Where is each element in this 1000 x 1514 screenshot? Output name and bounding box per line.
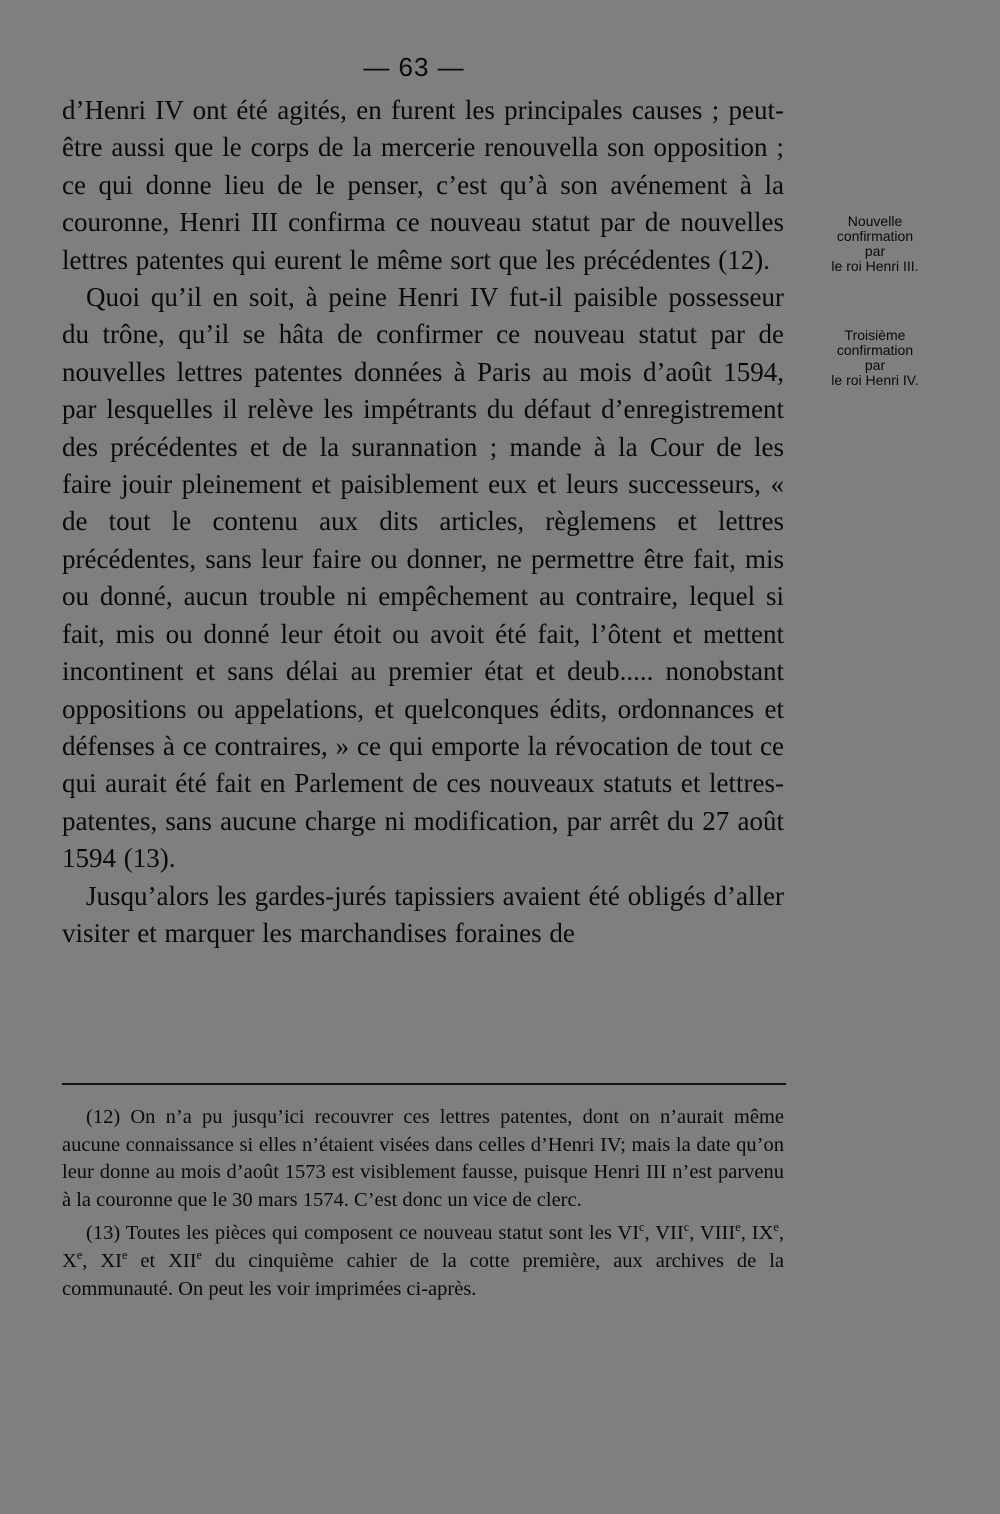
margin-note-line: le roi Henri III.: [831, 258, 919, 274]
margin-note-line: confirmation: [836, 228, 914, 244]
margin-note-line: par: [864, 243, 886, 259]
page-number: — 63 —: [363, 52, 465, 82]
footnote-divider: [62, 1083, 786, 1085]
margin-note-line: Nouvelle: [847, 213, 903, 229]
body-text: [62, 92, 784, 952]
paragraph-2: Quoi qu’il en soit, à peine Henri IV fut-il paisible possesseur du trône, qu’il se hâta de confirmer ce nouveau statut par de nouvelles lettres patentes données à Paris au mois d’août 1594, par lesquelles il relève les impétrants du défaut d’enregistrement des précédentes et de la surannation ; mande à la Cour de les faire jouir pleinement et paisiblement eux et leurs successeurs, « de tout le contenu aux dits articles, règlemens et lettres précédentes, sans leur faire ou donner, ne permettre être fait, mis ou donné, aucun trouble ni empêchement au contraire, lequel si fait, mis ou donné leur étoit ou avoit été fait, l’ôtent et mettent incontinent et sans délai au premier état et deub..... nonobstant oppositions ou appelations, et quelconques édits, ordonnances et défenses à ce contraires, » ce qui emporte la révocation de tout ce qui aurait été fait en Parlement de ces nouveaux statuts et lettres-patentes, sans aucune charge ni modification, par arrêt du 27 août 1594 (13).: [62, 282, 784, 874]
margin-note-line: le roi Henri IV.: [831, 372, 919, 388]
paragraph-3: Jusqu’alors les gardes-jurés tapissiers avaient été obligés d’aller visiter et marquer les marchandises foraines de: [62, 880, 784, 948]
margin-note-henri-iii: [800, 214, 950, 274]
margin-note-henri-iv: [800, 328, 950, 388]
margin-note-line: confirmation: [836, 342, 914, 358]
margin-note-line: Troisième: [844, 327, 906, 343]
paragraph-1: d’Henri IV ont été agités, en furent les principales causes ; peut-être aussi que le corps de la mercerie renouvella son opposition ; ce qui donne lieu de le penser, c’est qu’à son avénement à la couronne, Henri III confirma ce nouveau statut par de nouvelles lettres patentes qui eurent le même sort que les précédentes (12).: [62, 95, 784, 275]
margin-note-line: par: [864, 357, 886, 373]
footnote-13: (13) Toutes les pièces qui composent ce nouveau statut sont les $VI^c$, VII$^c$, VIIIe, IXe, Xe, XIe et XIIe du cinquième cahier de la cotte première, aux archives de la communauté. On peut les voir imprimées ci-après.: [62, 1220, 785, 1300]
footnotes: [62, 1104, 784, 1309]
footnote-12: (12) On n’a pu jusqu’ici recouvrer ces lettres patentes, dont on n’aurait même aucune connaissance si elles n’étaient visées dans celles d’Henri IV; mais la date qu’on leur donne au mois d’août 1573 est visiblement fausse, puisque Henri III n’est parvenu à la couronne que le 30 mars 1574. C’est donc un vice de clerc.: [62, 1106, 784, 1211]
